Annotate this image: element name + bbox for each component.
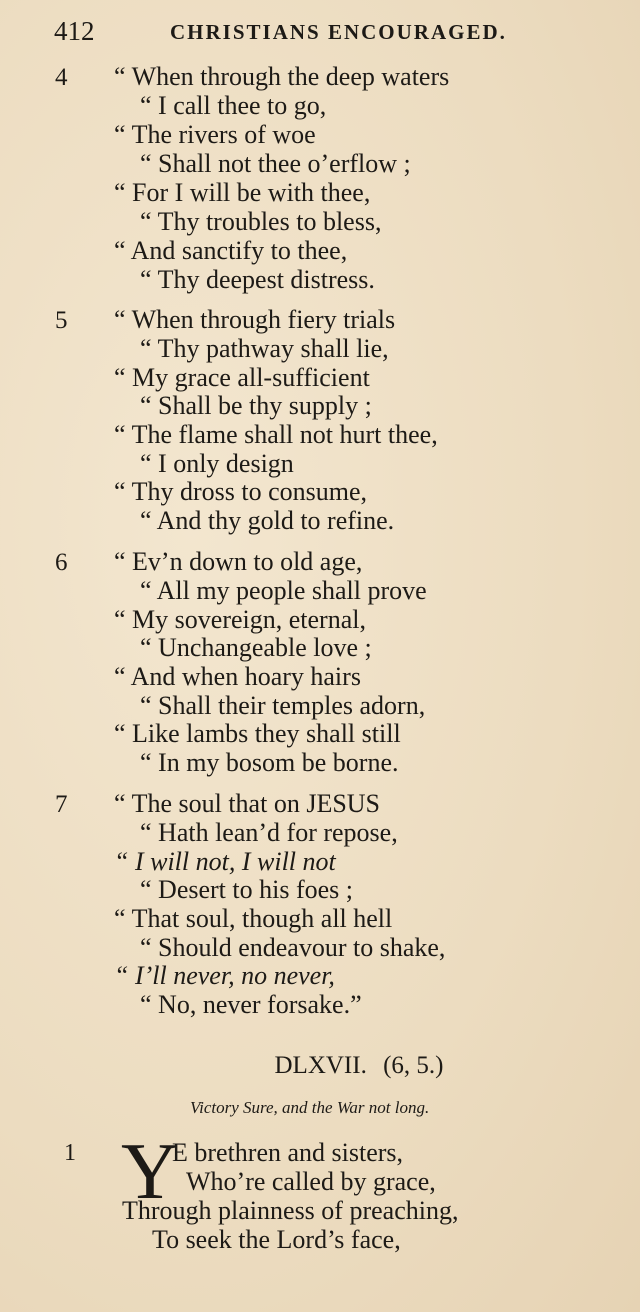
verse-line: “ I’ll never, no never, — [114, 961, 335, 990]
running-head: CHRISTIANS ENCOURAGED. — [170, 20, 507, 44]
verse-line: “ No, never forsake.” — [140, 990, 362, 1019]
verse-line: “ Thy dross to consume, — [114, 477, 367, 506]
verse-line: “ When through fiery trials — [114, 305, 396, 334]
verse-line: “ Thy troubles to bless, — [140, 207, 382, 236]
verse-number: 1 — [64, 1140, 76, 1166]
verse-line: “ Hath lean’d for repose, — [140, 818, 398, 847]
verse-line: “ I call thee to go, — [140, 91, 327, 120]
verse-line: “ Unchangeable love ; — [140, 633, 372, 662]
verse-line: “ Ev’n down to old age, — [114, 547, 363, 576]
verse-line: “ In my bosom be borne. — [140, 748, 399, 777]
verse-line: “ Like lambs they shall still — [114, 719, 401, 748]
verse-line: “ The flame shall not hurt thee, — [114, 420, 438, 449]
hymn-meter: (6, 5.) — [383, 1052, 444, 1079]
verse-line: “ When through the deep waters — [114, 62, 450, 91]
verse-line: “ Shall their temples adorn, — [140, 691, 426, 720]
verse-line: To seek the Lord’s face, — [152, 1225, 401, 1254]
verse-number: 6 — [55, 549, 68, 576]
verse-line: “ Should endeavour to shake, — [140, 933, 446, 962]
hymn-subtitle: Victory Sure, and the War not long. — [190, 1098, 430, 1117]
page-header — [0, 14, 640, 54]
verse-line: “ I will not, I will not — [114, 847, 336, 876]
verse-line: E brethren and sisters, — [172, 1138, 404, 1167]
verse-line: Who’re called by grace, — [186, 1167, 436, 1196]
verse-number: 4 — [55, 64, 68, 91]
verse-line: “ And sanctify to thee, — [114, 236, 348, 265]
hymn-title — [0, 1052, 640, 1080]
verse-line: “ All my people shall prove — [140, 576, 427, 605]
verse-line: “ Thy pathway shall lie, — [140, 334, 389, 363]
hymn-number: DLXVII. — [274, 1052, 367, 1079]
verse-line: Through plainness of preaching, — [122, 1196, 459, 1225]
verse-line: “ I only design — [140, 449, 294, 478]
verse-line: “ The rivers of woe — [114, 120, 316, 149]
verse-line: “ Shall be thy supply ; — [140, 391, 372, 420]
verse-line: “ And thy gold to refine. — [140, 506, 395, 535]
verse-number: 7 — [55, 791, 68, 818]
verse-line: “ My grace all-sufficient — [114, 363, 370, 392]
verse-line: “ And when hoary hairs — [114, 662, 361, 691]
verse-line: “ For I will be with thee, — [114, 178, 371, 207]
verse-line: “ Desert to his foes ; — [140, 875, 354, 904]
verse-line: “ Thy deepest distress. — [140, 265, 375, 294]
page-number: 412 — [54, 16, 95, 46]
drop-cap: Y — [121, 1128, 179, 1216]
verse-line: “ That soul, though all hell — [114, 904, 393, 933]
verse-line: “ My sovereign, eternal, — [114, 605, 366, 634]
verse-line: “ Shall not thee o’erflow ; — [140, 149, 411, 178]
verse-line: “ The soul that on JESUS — [114, 789, 381, 818]
verse-number: 5 — [55, 307, 68, 334]
